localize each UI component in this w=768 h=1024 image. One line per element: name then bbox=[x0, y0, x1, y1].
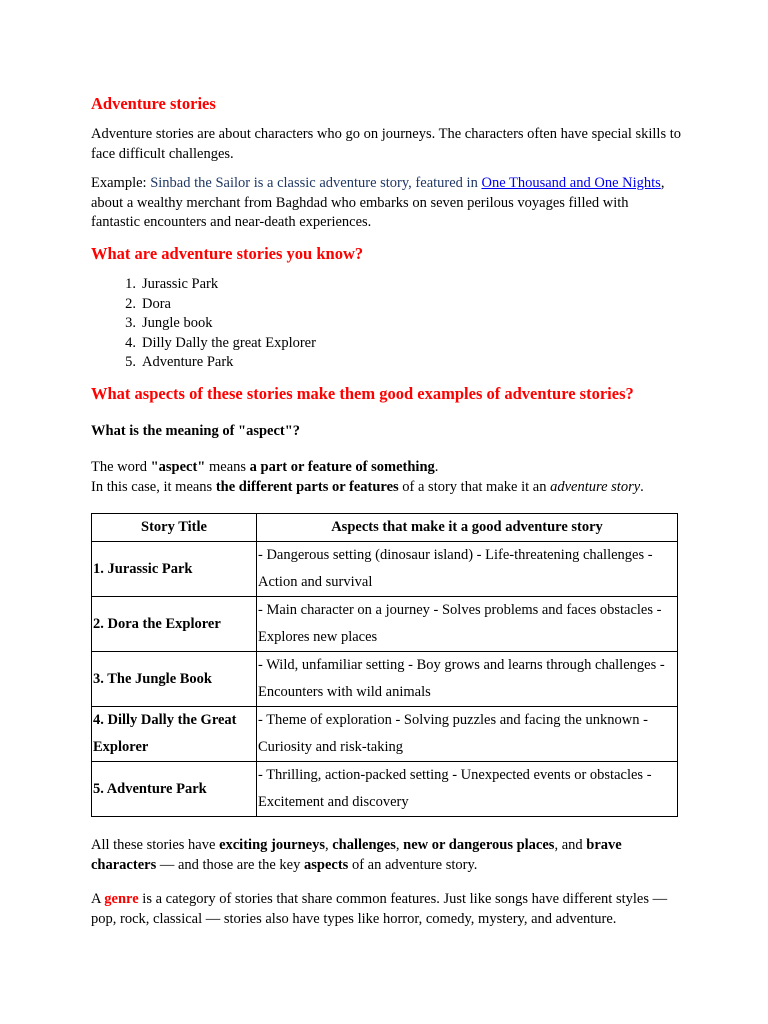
story-title-cell: 2. Dora the Explorer bbox=[92, 597, 257, 652]
aspect-meaning-question: What is the meaning of "aspect"? bbox=[91, 423, 301, 439]
list-item: 1. Jurassic Park bbox=[125, 276, 219, 292]
table-row bbox=[92, 652, 678, 707]
aspects-table bbox=[91, 513, 678, 817]
list-item: 2. Dora bbox=[125, 295, 171, 312]
stories-list bbox=[112, 275, 316, 373]
genre-paragraph: A genre is a category of stories that share common features. Just like songs have different styles — pop, rock, classical — stories also have types like horror, comedy, mystery, and adventure. bbox=[91, 891, 668, 927]
table-header-row bbox=[92, 514, 678, 542]
heading-aspects-question: What aspects of these stories make them good examples of adventure stories? bbox=[91, 384, 634, 403]
list-item: 5. Adventure Park bbox=[125, 354, 234, 371]
table-row bbox=[92, 542, 678, 597]
example-prefix: Example: bbox=[91, 175, 151, 191]
summary-paragraph: All these stories have exciting journeys, challenges, new or dangerous places, and brave characters — and those are the key aspects of an adventure story. bbox=[91, 837, 622, 873]
one-thousand-nights-link[interactable]: One Thousand and One Nights bbox=[481, 175, 661, 191]
aspects-cell: - Thrilling, action-packed setting - Unexpected events or obstacles - Excitement and discovery bbox=[257, 762, 678, 817]
table-row bbox=[92, 707, 678, 762]
heading-stories-you-know: What are adventure stories you know? bbox=[91, 244, 364, 263]
table-row bbox=[92, 597, 678, 652]
aspects-cell: - Wild, unfamiliar setting - Boy grows and learns through challenges - Encounters with wild animals bbox=[257, 652, 678, 707]
example-suffix: , about a wealthy merchant from Baghdad who embarks on seven perilous voyages filled with fantastic encounters and near-death experiences. bbox=[91, 175, 665, 230]
column-header-story-title: Story Title bbox=[92, 514, 257, 542]
story-title-cell: 5. Adventure Park bbox=[92, 762, 257, 817]
list-item: 4. Dilly Dally the great Explorer bbox=[125, 334, 316, 351]
aspects-cell: - Theme of exploration - Solving puzzles and facing the unknown - Curiosity and risk-taking bbox=[257, 707, 678, 762]
story-title-cell: 3. The Jungle Book bbox=[92, 652, 257, 707]
table-row bbox=[92, 762, 678, 817]
aspect-definition: The word "aspect" means a part or feature of something. In this case, it means the different parts or features of a story that make it an adventure story. bbox=[91, 459, 644, 495]
example-highlight: Sinbad the Sailor is a classic adventure story, featured in bbox=[150, 175, 482, 191]
genre-term: genre bbox=[104, 891, 139, 907]
intro-paragraph: Adventure stories are about characters who go on journeys. The characters often have special skills to face difficult challenges. bbox=[91, 126, 681, 162]
heading-adventure-stories: Adventure stories bbox=[91, 94, 216, 113]
aspects-cell: - Main character on a journey - Solves problems and faces obstacles - Explores new places bbox=[257, 597, 678, 652]
example-paragraph bbox=[91, 174, 681, 233]
column-header-aspects: Aspects that make it a good adventure story bbox=[257, 514, 678, 542]
story-title-cell: 1. Jurassic Park bbox=[92, 542, 257, 597]
story-title-cell: 4. Dilly Dally the Great Explorer bbox=[92, 707, 257, 762]
aspects-cell: - Dangerous setting (dinosaur island) - Life-threatening challenges - Action and survival bbox=[257, 542, 678, 597]
list-item: 3. Jungle book bbox=[125, 315, 213, 332]
